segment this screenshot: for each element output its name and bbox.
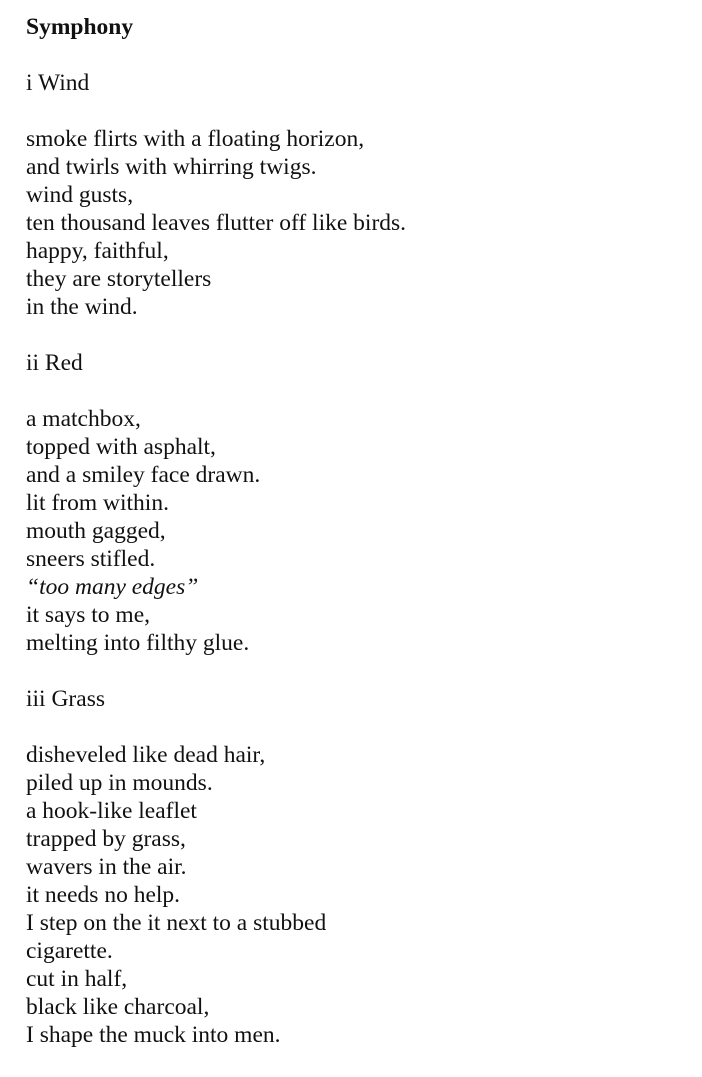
poem-line: black like charcoal,	[26, 994, 210, 1020]
poem-line: I step on the it next to a stubbed	[26, 910, 327, 936]
poem-line: lit from within.	[26, 490, 169, 516]
poem-line: and a smiley face drawn.	[26, 462, 261, 488]
poem	[26, 13, 686, 1077]
poem-line: a hook-like leaflet	[26, 798, 197, 824]
poem-line: wind gusts,	[26, 182, 134, 208]
section-heading: iii Grass	[26, 686, 105, 712]
poem-line: it needs no help.	[26, 882, 181, 908]
poem-line: trapped by grass,	[26, 826, 186, 852]
poem-line: wavers in the air.	[26, 854, 187, 880]
poem-line: cigarette.	[26, 938, 113, 964]
poem-line: they are storytellers	[26, 266, 212, 292]
poem-line: disheveled like dead hair,	[26, 742, 266, 768]
poem-line: ten thousand leaves flutter off like birds.	[26, 210, 407, 236]
poem-line: it says to me,	[26, 602, 151, 628]
stanza	[26, 405, 686, 657]
poem-line: “too many edges”	[26, 574, 199, 600]
poem-line: piled up in mounds.	[26, 770, 213, 796]
poem-line: a matchbox,	[26, 406, 141, 432]
poem-line: topped with asphalt,	[26, 434, 216, 460]
poem-line: and twirls with whirring twigs.	[26, 154, 317, 180]
poem-line: cut in half,	[26, 966, 128, 992]
section-heading: ii Red	[26, 350, 83, 376]
poem-line: sneers stifled.	[26, 546, 156, 572]
poem-title: Symphony	[26, 14, 134, 40]
poem-line: melting into filthy glue.	[26, 630, 250, 656]
poem-line: mouth gagged,	[26, 518, 166, 544]
poem-line: I shape the muck into men.	[26, 1022, 281, 1048]
poem-line: smoke flirts with a floating horizon,	[26, 126, 365, 152]
stanza	[26, 125, 686, 321]
poem-sections	[26, 69, 686, 1049]
poem-line: in the wind.	[26, 294, 138, 320]
stanza	[26, 741, 686, 1049]
section-heading: i Wind	[26, 70, 90, 96]
poem-line: happy, faithful,	[26, 238, 169, 264]
